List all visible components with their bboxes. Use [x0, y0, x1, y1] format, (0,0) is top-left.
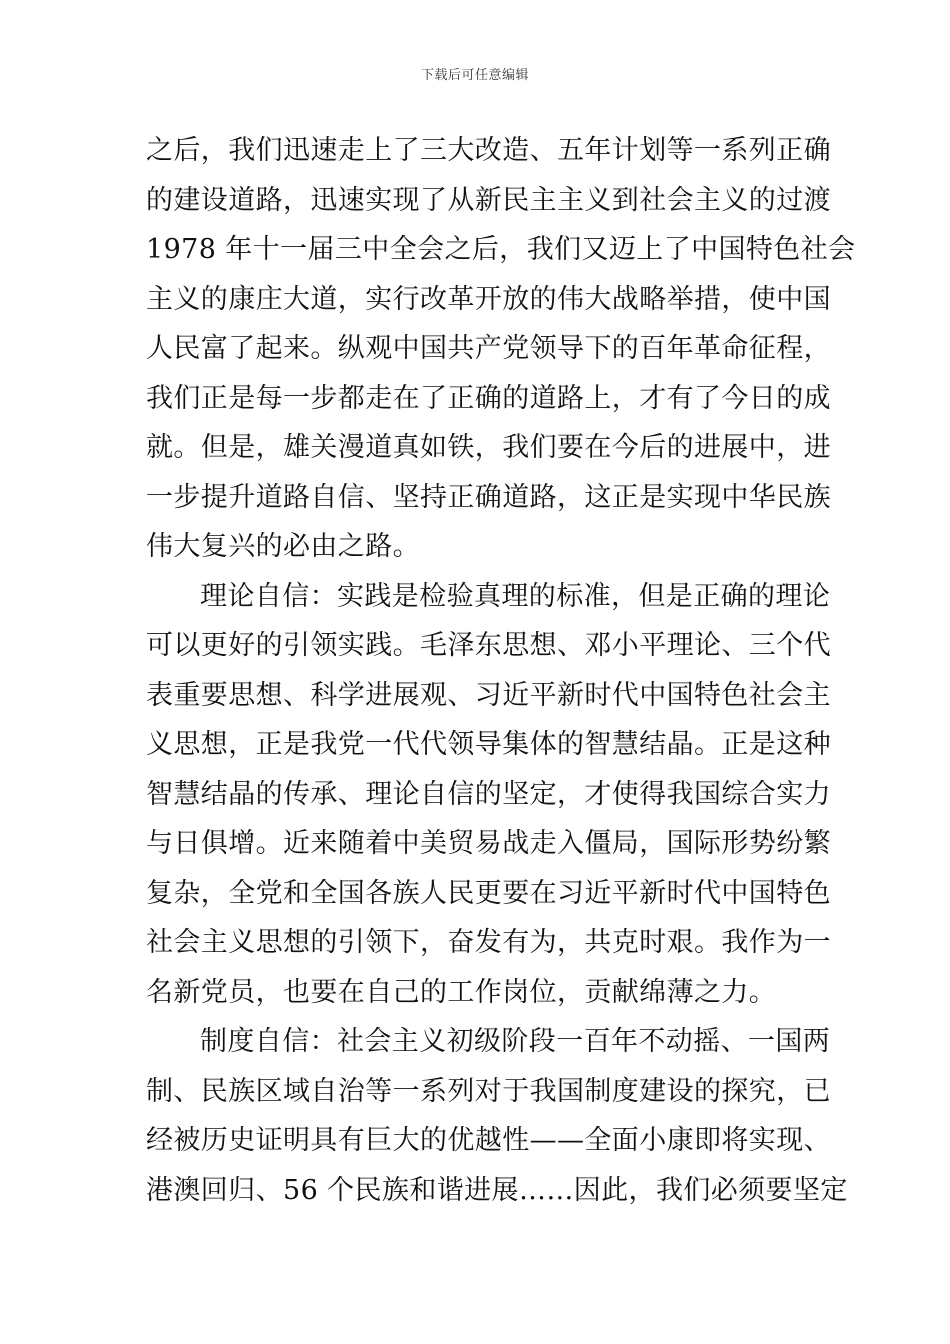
- document-body: [146, 126, 856, 1215]
- text-line: 名新党员，也要在自己的工作岗位，贡献绵薄之力。: [146, 976, 777, 1008]
- text-line: 之后，我们迅速走上了三大改造、五年计划等一系列正确: [146, 135, 831, 166]
- text-line: 一步提升道路自信、坚持正确道路，这正是实现中华民族: [146, 481, 831, 513]
- text-line: 复杂，全党和全国各族人民更要在习近平新时代中国特色: [146, 877, 831, 909]
- text-line: 港澳回归、56 个民族和谐进展……因此，我们必须要坚定: [146, 1174, 848, 1206]
- paragraph-start-line: 理论自信：实践是检验真理的标准，但是正确的理论: [200, 580, 831, 612]
- text-line: 社会主义思想的引领下，奋发有为，共克时艰。我作为一: [146, 927, 831, 958]
- paragraph-start-line: 制度自信：社会主义初级阶段一百年不动摇、一国两: [200, 1026, 831, 1057]
- text-line: 伟大复兴的必由之路。: [146, 531, 420, 562]
- text-line: 与日俱增。近来随着中美贸易战走入僵局，国际形势纷繁: [146, 828, 831, 859]
- text-line: 经被历史证明具有巨大的优越性——全面小康即将实现、: [146, 1125, 831, 1156]
- text-line: 智慧结晶的传承、理论自信的坚定，才使得我国综合实力: [146, 778, 831, 810]
- text-line: 人民富了起来。纵观中国共产党领导下的百年革命征程，: [146, 333, 831, 364]
- text-line: 义思想，正是我党一代代领导集体的智慧结晶。正是这种: [146, 729, 831, 760]
- text-line: 的建设道路，迅速实现了从新民主主义到社会主义的过渡: [146, 184, 831, 216]
- text-line: 制、民族区域自治等一系列对于我国制度建设的探究，已: [146, 1075, 831, 1107]
- text-line: 主义的康庄大道，实行改革开放的伟大战略举措，使中国: [146, 283, 831, 315]
- page-header: 下载后可任意编辑: [420, 68, 529, 83]
- text-line: 1978 年十一届三中全会之后，我们又迈上了中国特色社会: [146, 234, 856, 265]
- text-line: 表重要思想、科学进展观、习近平新时代中国特色社会主: [146, 679, 831, 711]
- text-line: 我们正是每一步都走在了正确的道路上，才有了今日的成: [146, 382, 831, 414]
- text-line: 就。但是，雄关漫道真如铁，我们要在今后的进展中，进: [146, 432, 831, 463]
- text-line: 可以更好的引领实践。毛泽东思想、邓小平理论、三个代: [146, 630, 831, 661]
